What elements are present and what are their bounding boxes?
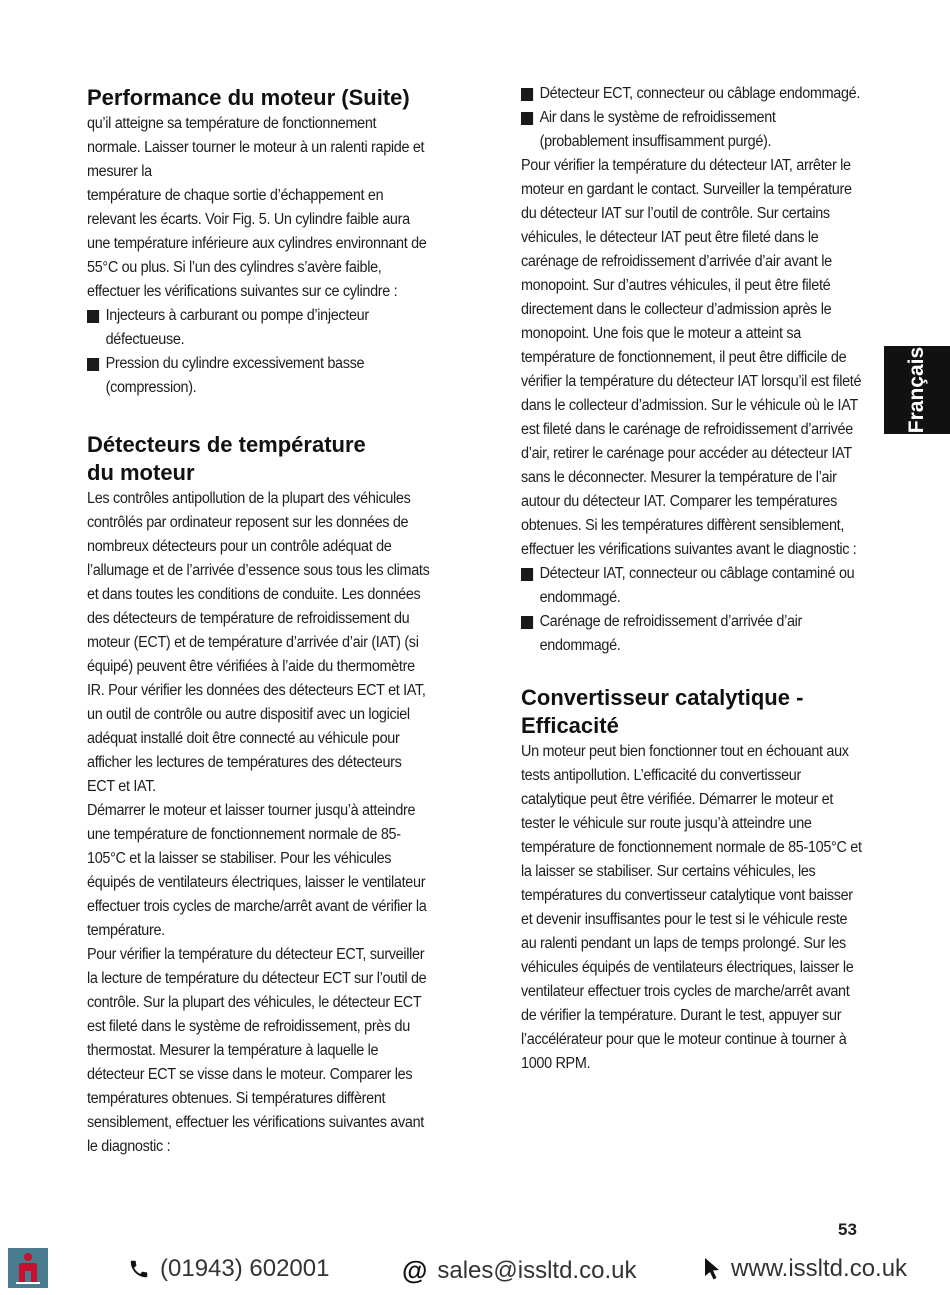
right-body xyxy=(521,82,866,658)
paragraph: Un moteur peut bien fonctionner tout en échouant aux tests antipollution. L’efficacité du convertisseur catalytique peut être vérifiée. Démarrer le moteur et tester le véhicule sur route jusqu’à atteindre une température de fonctionnement normale de 85-105°C et la laisser se stabiliser. Sur certains véhicules, les températures du convertisseur catalytique vont baisser et devenir insuffisantes pour le test si le véhicule reste au ralenti pendant un laps de temps prolongé. Sur les véhicules équipés de ventilateurs électriques, laisser le ventilateur effectuer trois cycles de marche/arrêt avant de vérifier la température. Durant le test, appuyer sur l’accélérateur pour que le moteur continue à tourner à 1000 RPM. xyxy=(521,743,862,1072)
phone-number: (01943) 602001 xyxy=(160,1255,330,1282)
bullet-list xyxy=(87,304,432,400)
title-line: du moteur xyxy=(87,460,195,485)
website-url: www.issltd.co.uk xyxy=(731,1255,908,1282)
paragraph: Démarrer le moteur et laisser tourner jusqu’à atteindre une température de fonctionnement normale de 85-105°C et la laisser se stabiliser. Pour les véhicules équipés de ventilateurs électriques, laisser le ventilateur effectuer trois cycles de marche/arrêt avant de vérifier la température. xyxy=(87,802,427,939)
paragraph: Pour vérifier la température du détecteur IAT, arrêter le moteur en gardant le contact. Surveiller la température du détecteur IAT sur l’outil de contrôle. Sur certains véhicules, le détecteur IAT peut être fileté dans le carénage de refroidissement d’arrivée d’air avant le monopoint. Sur d’autres véhicules, il peut être fileté directement dans le collecteur d’admission après le monopoint. Une fois que le moteur a atteint sa température de fonctionnement, il peut être difficile de vérifier la température du détecteur IAT lorsqu’il est fileté dans le collecteur d’admission. Sur le véhicule où le IAT est fileté dans le carénage de refroidissement d’arrivée d’air, retirer le carénage pour accéder au détecteur IAT sans le déconnecter. Mesurer la température de l’air autour du détecteur IAT. Comparer les températures obtenues. Si les températures diffèrent sensiblement, effectuer les vérifications suivantes avant le diagnostic : xyxy=(521,157,862,558)
footer-phone[interactable] xyxy=(128,1255,329,1283)
square-bullet-icon xyxy=(521,88,533,101)
square-bullet-icon xyxy=(87,358,99,371)
language-tab-label: Français xyxy=(905,346,928,434)
footer-email[interactable] xyxy=(402,1255,636,1286)
left-body-2 xyxy=(87,487,432,1159)
right-body-2 xyxy=(521,740,866,1076)
square-bullet-icon xyxy=(521,568,533,581)
list-item xyxy=(521,82,866,106)
list-item-text: Air dans le système de refroidissement (probablement insuffisamment purgé). xyxy=(539,109,776,150)
footer xyxy=(0,1248,950,1295)
section-title-performance: Performance du moteur (Suite) xyxy=(87,85,410,110)
square-bullet-icon xyxy=(521,616,533,629)
list-item-text: Carénage de refroidissement d’arrivée d’air endommagé. xyxy=(539,613,803,654)
bullet-list xyxy=(521,82,866,154)
list-item-text: Détecteur IAT, connecteur ou câblage contaminé ou endommagé. xyxy=(539,565,855,606)
language-tab xyxy=(884,346,950,434)
title-line: Convertisseur catalytique - xyxy=(521,685,804,710)
list-item-text: Détecteur ECT, connecteur ou câblage endommagé. xyxy=(539,85,861,102)
left-body xyxy=(87,112,432,400)
footer-website[interactable] xyxy=(703,1255,907,1283)
paragraph: Les contrôles antipollution de la plupart des véhicules contrôlés par ordinateur reposent sur les données de nombreux détecteurs pour un contrôle adéquat de l’allumage et de l’arrivée d’essence sous tous les climats et dans toutes les conditions de conduite. Les données des détecteurs de température de refroidissement du moteur (ECT) et de température d’arrivée d’air (IAT) (si équipé) peuvent être vérifiées à l’aide du thermomètre IR. Pour vérifier les données des détecteurs ECT et IAT, un outil de contrôle ou autre dispositif avec un logiciel adéquat installé doit être connecté au véhicule pour afficher les lectures de températures des détecteurs ECT et IAT. xyxy=(87,490,430,795)
cursor-arrow-icon xyxy=(703,1257,721,1281)
list-item xyxy=(87,352,432,400)
section-title-temperature-sensors xyxy=(87,431,432,487)
paragraph: qu’il atteigne sa température de fonctionnement normale. Laisser tourner le moteur à un ralenti rapide et mesurer la xyxy=(87,115,425,180)
list-item xyxy=(521,610,866,658)
right-column xyxy=(521,82,867,1076)
list-item xyxy=(521,562,866,610)
square-bullet-icon xyxy=(87,310,99,323)
paragraph: Pour vérifier la température du détecteur ECT, surveiller la lecture de température du détecteur ECT sur l’outil de contrôle. Sur la plupart des véhicules, le détecteur ECT est fileté dans le système de refroidissement, près du thermostat. Mesurer la température à laquelle le détecteur ECT se visse dans le moteur. Comparer les températures obtenues. Si températures diffèrent sensiblement, effectuer les vérifications suivantes avant le diagnostic : xyxy=(87,946,427,1155)
email-address: sales@issltd.co.uk xyxy=(437,1256,637,1284)
title-line: Détecteurs de température xyxy=(87,432,366,457)
list-item-text: Injecteurs à carburant ou pompe d’injecteur défectueuse. xyxy=(105,307,369,348)
list-item xyxy=(87,304,432,352)
square-bullet-icon xyxy=(521,112,533,125)
phone-icon xyxy=(128,1258,150,1280)
list-item xyxy=(521,106,866,154)
list-item-text: Pression du cylindre excessivement basse (compression). xyxy=(105,355,365,396)
title-line: Efficacité xyxy=(521,713,619,738)
company-logo xyxy=(8,1248,48,1288)
section-title-catalytic-converter xyxy=(521,684,867,740)
left-column xyxy=(87,82,432,1159)
logo-mark-icon xyxy=(16,1252,40,1284)
bullet-list xyxy=(521,562,866,658)
page-number: 53 xyxy=(838,1220,857,1239)
paragraph: température de chaque sortie d’échappement en relevant les écarts. Voir Fig. 5. Un cylindre faible aura une température inférieure aux cylindres environnant de 55°C ou plus. Si l’un des cylindres s’avère faible, effectuer les vérifications suivantes sur ce cylindre : xyxy=(87,187,427,300)
at-sign-icon: @ xyxy=(402,1255,428,1285)
